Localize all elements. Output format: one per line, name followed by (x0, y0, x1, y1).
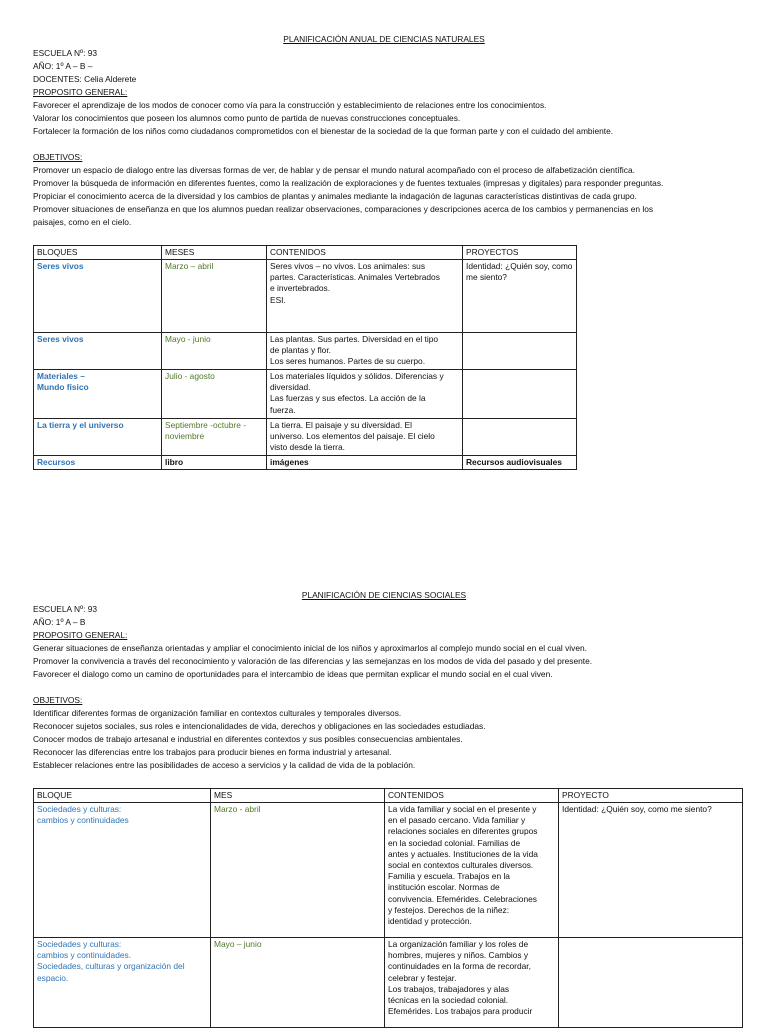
cell-line: técnicas en la sociedad colonial. (388, 995, 509, 1006)
meses-cell (162, 333, 267, 370)
cell-line: convivencia. Efemérides. Celebraciones (388, 893, 537, 904)
proyecto-cell (559, 938, 743, 1028)
cell-line: Los seres humanos. Partes de su cuerpo. (270, 356, 426, 367)
proyectos-cell (463, 333, 577, 370)
cell-line: en la sociedad colonial. Familias de (388, 837, 521, 848)
header-meses: MESES (162, 246, 267, 260)
cell-line: y festejos. Derechos de la niñez: (388, 904, 510, 915)
cell-line: La tierra y el universo (37, 420, 124, 430)
cell-line: partes. Características. Animales Vertebrados (270, 272, 440, 283)
sociales-objetivo-line: Reconocer sujetos sociales, sus roles e intencionalidades de vida, derechos y obligaciones en las sociedades estudiadas. (33, 721, 486, 731)
table-row (34, 803, 743, 938)
header-contenidos: CONTENIDOS (267, 246, 463, 260)
cell-line: Mayo - junio (165, 334, 211, 344)
cell-line: Las fuerzas y sus efectos. La acción de la (270, 393, 426, 404)
cell-line: Efemérides. Los trabajos para producir (388, 1006, 533, 1017)
proyecto-cell (559, 803, 743, 938)
naturales-title: PLANIFICACIÓN ANUAL DE CIENCIAS NATURALES (283, 34, 485, 44)
header-proyectos: PROYECTOS (463, 246, 577, 260)
mes-cell (211, 938, 385, 1028)
cell-line: Marzo - abril (214, 804, 261, 814)
naturales-proposito-line: Fortalecer la formación de los niños como ciudadanos comprometidos con el bienestar de la sociedad de la que forman parte y con el cuidado del ambiente. (33, 126, 614, 136)
cell-line: en el pasado cercano. Vida familiar y (388, 815, 526, 826)
cell-line: Julio - agosto (165, 371, 215, 381)
naturales-escuela: ESCUELA Nº: 93 (33, 48, 98, 58)
cell-line: Sociedades y culturas: (37, 804, 122, 814)
cell-line: Identidad: ¿Quién soy, como me siento? (562, 804, 712, 814)
proyectos-cell (463, 260, 577, 333)
cell-line: celebrar y festejar. (388, 972, 457, 983)
naturales-table (33, 245, 577, 470)
recursos-label: Recursos (34, 456, 162, 470)
cell-line: antes y actuales. Instituciones de la vida (388, 848, 538, 859)
sociales-objetivos-label: OBJETIVOS: (33, 695, 83, 705)
naturales-docentes: DOCENTES: Celia Alderete (33, 74, 137, 84)
table-row (34, 370, 577, 419)
cell-line: Familia y escuela. Trabajos en la (388, 871, 510, 882)
naturales-objetivo-line: Promover la búsqueda de información en diferentes fuentes, como la realización de exploraciones y de fuentes textuales (impresas y digitales) para responder preguntas. (33, 178, 664, 188)
bloque-cell (34, 803, 211, 938)
contenidos-cell (267, 260, 463, 333)
sociales-objetivo-line: Identificar diferentes formas de organización familiar en contextos culturales y temporales diversos. (33, 708, 402, 718)
naturales-objetivo-line: Promover situaciones de enseñanza en que los alumnos puedan realizar observaciones, comparaciones y descripciones acerca de los cambios y permanencias en los (33, 204, 654, 214)
contenidos-cell (385, 938, 559, 1028)
sociales-objetivo-line: Reconocer las diferencias entre los trabajos para producir bienes en forma industrial y artesanal. (33, 747, 392, 757)
cell-line: La organización familiar y los roles de (388, 939, 529, 949)
sociales-proposito-line: Generar situaciones de enseñanza orientadas y ampliar el conocimiento inicial de los niños y aproximarlos al complejo mundo social en el cual viven. (33, 643, 587, 653)
recursos-imagenes: imágenes (267, 456, 463, 470)
cell-line: Seres vivos (37, 334, 84, 344)
cell-line: Seres vivos (37, 261, 84, 271)
table-row (34, 260, 577, 333)
cell-line: Seres vivos – no vivos. Los animales: sus (270, 261, 426, 271)
naturales-objetivo-line: Propiciar el conocimiento acerca de la diversidad y los cambios de plantas y animales mediante la indagación de lagunas características distintivas de cada grupo. (33, 191, 637, 201)
cell-line: Marzo – abril (165, 261, 214, 271)
cell-line: Sociedades, culturas y organización del (37, 961, 185, 972)
sociales-proposito-line: Promover la convivencia a través del reconocimiento y valoración de las diferencias y las semejanzas en los modos de vida del pasado y del presente. (33, 656, 593, 666)
cell-line: social en contextos culturales diversos. (388, 860, 534, 871)
cell-line: Mayo – junio (214, 939, 262, 949)
table-header-row (34, 246, 577, 260)
naturales-proposito-line: Favorecer el aprendizaje de los modos de conocer como vía para la construcción y establecimiento de relaciones entre los conocimientos. (33, 100, 547, 110)
sociales-objetivo-line: Establecer relaciones entre las posibilidades de acceso a servicios y la calidad de vida de la población. (33, 760, 416, 770)
table-row (34, 938, 743, 1028)
cell-line: relaciones sociales en diferentes grupos (388, 826, 538, 837)
cell-line: Sociedades y culturas: (37, 939, 122, 949)
sociales-anio: AÑO: 1º A – B (33, 617, 86, 627)
bloque-cell (34, 938, 211, 1028)
sociales-proposito-label: PROPOSITO GENERAL: (33, 630, 128, 640)
header-bloques: BLOQUES (34, 246, 162, 260)
naturales-objetivos-label: OBJETIVOS: (33, 152, 83, 162)
sociales-objetivo-line: Conocer modos de trabajo artesanal e industrial en diferentes contextos y sus posibles consecuencias ambientales. (33, 734, 463, 744)
bloque-cell (34, 333, 162, 370)
cell-line: diversidad. (270, 382, 311, 393)
sociales-proposito-line: Favorecer el dialogo como un camino de oportunidades para el intercambio de ideas que permitan explicar el mundo social en el cual viven. (33, 669, 553, 679)
cell-line: hombres, mujeres y niños. Cambios y (388, 950, 529, 961)
recursos-libro: libro (162, 456, 267, 470)
meses-cell (162, 260, 267, 333)
cell-line: visto desde la tierra. (270, 442, 345, 453)
recursos-audiovisuales: Recursos audiovisuales (463, 456, 577, 470)
recursos-row (34, 456, 577, 470)
table-row (34, 333, 577, 370)
cell-line: me siento? (466, 272, 507, 283)
cell-line: Los trabajos, trabajadores y alas (388, 983, 510, 994)
contenidos-cell (267, 419, 463, 456)
contenidos-cell (267, 333, 463, 370)
bloque-cell (34, 260, 162, 333)
cell-line: La vida familiar y social en el presente y (388, 804, 537, 814)
naturales-proposito-line: Valorar los conocimientos que poseen los alumnos como punto de partida de nuevas construcciones conceptuales. (33, 113, 461, 123)
mes-cell (211, 803, 385, 938)
naturales-section (0, 34, 768, 227)
cell-line: espacio. (37, 972, 69, 983)
naturales-objetivo-line: paisajes, como en el cielo. (33, 217, 132, 227)
contenidos-cell (267, 370, 463, 419)
cell-line: Identidad: ¿Quién soy, como (466, 261, 573, 271)
proyectos-cell (463, 419, 577, 456)
sociales-section (0, 590, 768, 770)
cell-line: cambios y continuidades. (37, 950, 132, 961)
cell-line: identidad y protección. (388, 916, 472, 927)
naturales-anio: AÑO: 1º A – B – (33, 61, 93, 71)
meses-cell (162, 370, 267, 419)
naturales-proposito-label: PROPOSITO GENERAL: (33, 87, 128, 97)
contenidos-cell (385, 803, 559, 938)
cell-line: La tierra. El paisaje y su diversidad. El (270, 420, 412, 430)
meses-cell (162, 419, 267, 456)
sociales-table (33, 788, 743, 1028)
cell-line: fuerza. (270, 404, 296, 415)
cell-line: cambios y continuidades (37, 815, 129, 826)
cell-line: de plantas y flor. (270, 345, 331, 356)
proyectos-cell (463, 370, 577, 419)
cell-line: Septiembre -octubre - (165, 420, 246, 430)
cell-line: Materiales – (37, 371, 85, 381)
table-row (34, 419, 577, 456)
header-contenidos: CONTENIDOS (385, 789, 559, 803)
cell-line: Mundo físico (37, 382, 89, 393)
header-proyecto: PROYECTO (559, 789, 743, 803)
bloque-cell (34, 419, 162, 456)
bloque-cell (34, 370, 162, 419)
header-bloque: BLOQUE (34, 789, 211, 803)
cell-line: Las plantas. Sus partes. Diversidad en el tipo (270, 334, 439, 344)
header-mes: MES (211, 789, 385, 803)
cell-line: continuidades en la forma de recordar, (388, 961, 531, 972)
cell-line: ESI. (270, 294, 286, 305)
cell-line: e invertebrados. (270, 283, 331, 294)
cell-line: institución escolar. Normas de (388, 882, 500, 893)
sociales-title: PLANIFICACIÓN DE CIENCIAS SOCIALES (301, 590, 467, 600)
sociales-escuela: ESCUELA Nº: 93 (33, 604, 98, 614)
cell-line: universo. Los elementos del paisaje. El cielo (270, 431, 435, 442)
cell-line: Los materiales líquidos y sólidos. Diferencias y (270, 371, 444, 381)
naturales-objetivo-line: Promover un espacio de dialogo entre las diversas formas de ver, de hablar y de pensar el mundo natural acompañado con el proceso de alfabetización científica. (33, 165, 635, 175)
table-header-row (34, 789, 743, 803)
cell-line: noviembre (165, 431, 205, 442)
